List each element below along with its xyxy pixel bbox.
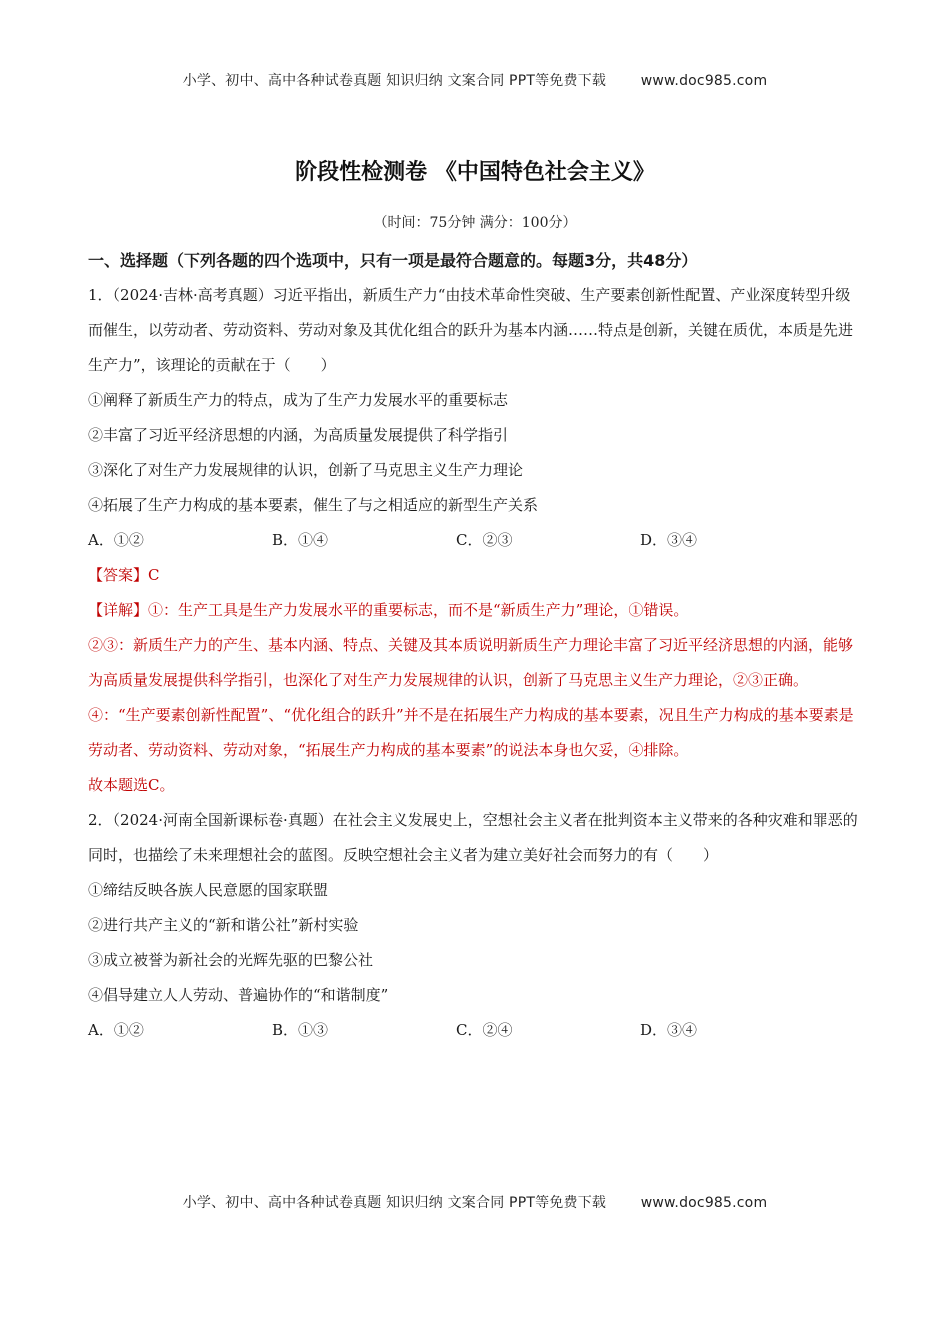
option-c: C．②③ [456, 531, 513, 549]
document-body [88, 243, 860, 1048]
statement-item: ①缔结反映各族人民意愿的国家联盟 [88, 881, 329, 899]
option-b: B．①③ [272, 1021, 329, 1039]
explanation-line: ④：“生产要素创新性配置”、“优化组合的跃升”并不是在拓展生产力构成的基本要素，况且生产力构成的基本要素是劳动者、劳动资料、劳动对象，“拓展生产力构成的基本要素”的说法本身也欠妥，④排除。 [88, 706, 854, 759]
page-title: 阶段性检测卷 《中国特色社会主义》 [295, 160, 655, 185]
option-a: A．①② [88, 531, 144, 549]
answer: 【答案】C [88, 566, 160, 584]
answer-options [88, 1013, 860, 1048]
question-stem: 1．（2024·吉林·高考真题）习近平指出，新质生产力“由技术革命性突破、生产要素创新性配置、产业深度转型升级而催生，以劳动者、劳动资料、劳动对象及其优化组合的跃升为基本内涵……特点是创新，关键在质优，本质是先进生产力”，该理论的贡献在于（ ） [88, 286, 854, 374]
option-b: B．①④ [272, 531, 329, 549]
explanation-line: ②③：新质生产力的产生、基本内涵、特点、关键及其本质说明新质生产力理论丰富了习近平经济思想的内涵，能够为高质量发展提供科学指引，也深化了对生产力发展规律的认识，创新了马克思主义生产力理论，②③正确。 [88, 636, 854, 689]
question-1 [88, 278, 860, 803]
explanation-conclusion: 故本题选C。 [88, 776, 175, 794]
option-a: A．①② [88, 1021, 144, 1039]
answer-options [88, 523, 860, 558]
header-site-link[interactable]: www.doc985.com [640, 73, 768, 89]
statement-item: ②进行共产主义的“新和谐公社”新村实验 [88, 916, 359, 934]
exam-info: （时间：75分钟 满分：100分） [373, 215, 577, 231]
option-d: D．③④ [640, 531, 698, 549]
option-c: C．②④ [456, 1021, 513, 1039]
page-footer [0, 1192, 950, 1212]
statement-item: ②丰富了习近平经济思想的内涵，为高质量发展提供了科学指引 [88, 426, 509, 444]
header-text: 小学、初中、高中各种试卷真题 知识归纳 文案合同 PPT等免费下载 [182, 73, 607, 89]
explanation-line: 【详解】①：生产工具是生产力发展水平的重要标志，而不是“新质生产力”理论，①错误。 [88, 601, 689, 619]
question-stem: 2．（2024·河南全国新课标卷·真题）在社会主义发展史上，空想社会主义者在批判资本主义带来的各种灾难和罪恶的同时，也描绘了未来理想社会的蓝图。反映空想社会主义者为建立美好社会而努力的有（ ） [88, 811, 858, 864]
statement-item: ①阐释了新质生产力的特点，成为了生产力发展水平的重要标志 [88, 391, 509, 409]
footer-text: 小学、初中、高中各种试卷真题 知识归纳 文案合同 PPT等免费下载 [182, 1195, 607, 1211]
option-d: D．③④ [640, 1021, 698, 1039]
statement-item: ③成立被誉为新社会的光辉先驱的巴黎公社 [88, 951, 374, 969]
statement-item: ③深化了对生产力发展规律的认识，创新了马克思主义生产力理论 [88, 461, 524, 479]
statement-item: ④拓展了生产力构成的基本要素，催生了与之相适应的新型生产关系 [88, 496, 539, 514]
page-header [0, 70, 950, 90]
question-2 [88, 803, 860, 1048]
statement-item: ④倡导建立人人劳动、普遍协作的“和谐制度” [88, 986, 389, 1004]
footer-site-link[interactable]: www.doc985.com [640, 1195, 768, 1211]
section-heading: 一、选择题（下列各题的四个选项中，只有一项是最符合题意的。每题3分，共48分） [88, 251, 698, 270]
